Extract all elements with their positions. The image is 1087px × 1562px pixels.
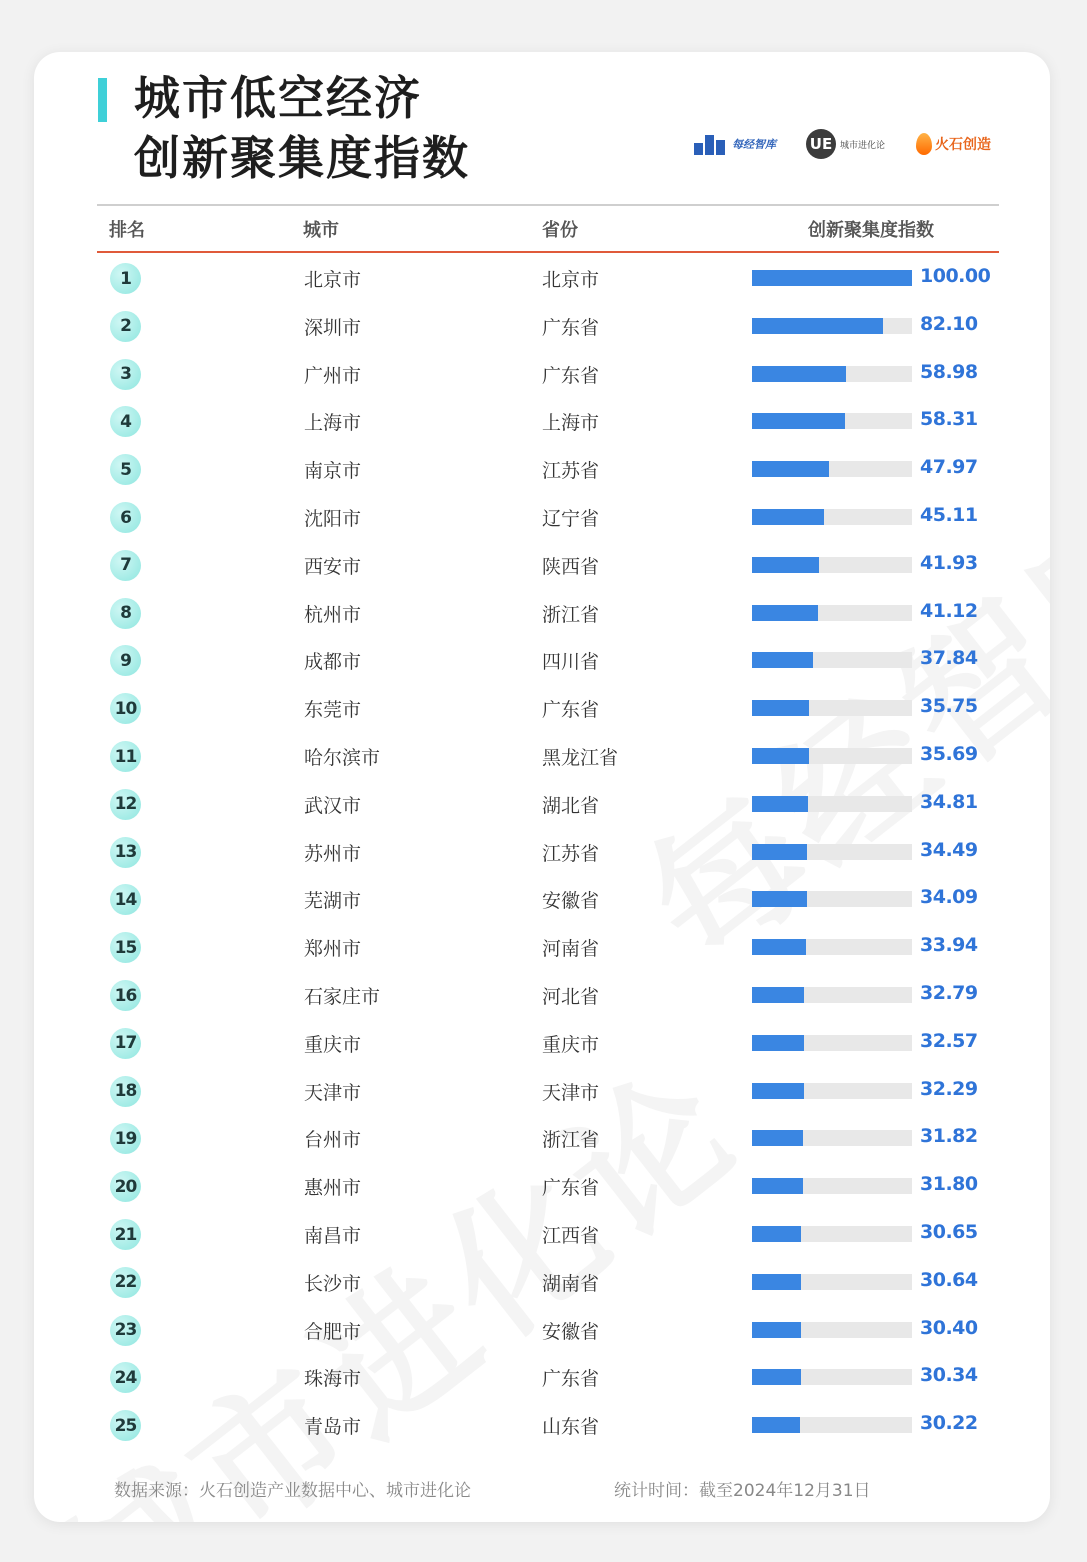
province-name: 山东省 <box>542 1416 600 1439</box>
infographic-card <box>34 52 1050 1522</box>
index-bar <box>752 557 819 573</box>
table-row <box>34 445 1050 493</box>
bar-track <box>752 1178 912 1194</box>
province-name: 广东省 <box>542 316 600 339</box>
bar-track <box>752 652 912 668</box>
city-name: 惠州市 <box>304 1177 362 1200</box>
bar-track <box>752 987 912 1003</box>
table-row <box>34 1258 1050 1306</box>
index-bar <box>752 1417 800 1433</box>
city-name: 成都市 <box>304 651 362 674</box>
table-row <box>34 828 1050 876</box>
rank-badge: 2 <box>110 311 141 342</box>
index-bar <box>752 1226 801 1242</box>
table-row <box>34 1306 1050 1354</box>
province-name: 浙江省 <box>542 603 600 626</box>
table-row <box>34 923 1050 971</box>
table-row <box>34 397 1050 445</box>
index-value-label: 34.49 <box>920 838 978 861</box>
rank-badge: 9 <box>110 645 141 676</box>
index-value-label: 34.09 <box>920 886 978 909</box>
city-name: 珠海市 <box>304 1368 362 1391</box>
province-name: 安徽省 <box>542 1320 600 1343</box>
city-name: 南昌市 <box>304 1225 362 1247</box>
index-value-label: 58.98 <box>920 360 978 383</box>
city-name: 东莞市 <box>304 699 362 722</box>
city-name: 合肥市 <box>304 1320 362 1343</box>
table-row <box>34 254 1050 302</box>
province-name: 黑龙江省 <box>542 747 619 769</box>
page-title-line1: 城市低空经济 <box>134 71 422 125</box>
city-name: 郑州市 <box>304 938 362 961</box>
table-row <box>34 589 1050 637</box>
city-name: 沈阳市 <box>304 508 362 530</box>
index-bar <box>752 1178 803 1194</box>
rank-badge: 10 <box>110 693 141 724</box>
index-value-label: 32.29 <box>920 1077 978 1100</box>
bar-track <box>752 270 912 286</box>
page-title-line2: 创新聚集度指数 <box>134 131 470 185</box>
bar-track <box>752 1226 912 1242</box>
index-value-label: 35.69 <box>920 743 978 765</box>
ue-logo-icon: UE <box>806 129 836 159</box>
index-bar <box>752 1083 804 1099</box>
city-name: 青岛市 <box>304 1416 362 1439</box>
city-name: 上海市 <box>304 412 362 435</box>
index-value-label: 30.40 <box>920 1316 978 1339</box>
index-bar <box>752 1322 801 1338</box>
province-name: 广东省 <box>542 1177 600 1200</box>
province-name: 上海市 <box>542 412 600 435</box>
rank-badge: 23 <box>110 1315 141 1346</box>
city-name: 武汉市 <box>304 794 362 817</box>
index-bar <box>752 939 806 955</box>
rank-badge: 25 <box>110 1410 141 1441</box>
province-name: 四川省 <box>542 651 600 674</box>
table-row <box>34 732 1050 780</box>
table-row <box>34 1067 1050 1115</box>
ue-logo <box>806 124 885 164</box>
bar-track <box>752 318 912 334</box>
index-bar <box>752 1035 804 1051</box>
header-top-rule <box>97 204 999 206</box>
index-bar <box>752 461 829 477</box>
column-header-province: 省份 <box>542 220 578 241</box>
bar-track <box>752 461 912 477</box>
bar-track <box>752 1322 912 1338</box>
table-row <box>34 302 1050 350</box>
index-bar <box>752 891 807 907</box>
bar-track <box>752 557 912 573</box>
index-value-label: 58.31 <box>920 408 978 431</box>
column-header-city: 城市 <box>303 220 339 241</box>
city-name: 南京市 <box>304 460 362 483</box>
table-row <box>34 1353 1050 1401</box>
bar-track <box>752 844 912 860</box>
province-name: 广东省 <box>542 1368 600 1391</box>
partner-logos <box>694 124 1004 164</box>
flame-icon <box>916 133 932 155</box>
header-bottom-rule <box>97 251 999 253</box>
province-name: 湖南省 <box>542 1272 600 1295</box>
table-row <box>34 1401 1050 1449</box>
index-value-label: 37.84 <box>920 647 978 670</box>
rank-badge: 22 <box>110 1267 141 1298</box>
table-row <box>34 350 1050 398</box>
rank-badge: 19 <box>110 1123 141 1154</box>
province-name: 江西省 <box>542 1225 600 1247</box>
rank-badge: 5 <box>110 454 141 485</box>
table-row <box>34 780 1050 828</box>
table-row <box>34 1162 1050 1210</box>
province-name: 江苏省 <box>542 842 600 865</box>
index-bar <box>752 366 846 382</box>
city-name: 北京市 <box>304 269 362 291</box>
bar-track <box>752 748 912 764</box>
table-row <box>34 684 1050 732</box>
city-name: 西安市 <box>304 555 362 578</box>
index-value-label: 30.22 <box>920 1412 978 1435</box>
index-bar <box>752 1274 801 1290</box>
column-header-index: 创新聚集度指数 <box>808 220 934 241</box>
rank-badge: 17 <box>110 1028 141 1059</box>
rank-badge: 18 <box>110 1076 141 1107</box>
city-name: 深圳市 <box>304 316 362 339</box>
rank-badge: 3 <box>110 359 141 390</box>
table-row <box>34 493 1050 541</box>
index-bar <box>752 413 845 429</box>
index-value-label: 45.11 <box>920 504 978 526</box>
index-bar <box>752 509 824 525</box>
nbd-logo-text: 每经智库 <box>732 138 776 151</box>
rank-badge: 13 <box>110 837 141 868</box>
city-name: 芜湖市 <box>304 890 362 913</box>
nbd-logo <box>694 124 776 164</box>
index-bar <box>752 318 883 334</box>
index-bar <box>752 700 809 716</box>
rank-badge: 7 <box>110 550 141 581</box>
nbd-logo-icon <box>694 133 728 155</box>
index-value-label: 47.97 <box>920 456 978 479</box>
province-name: 重庆市 <box>542 1033 600 1056</box>
city-name: 长沙市 <box>304 1272 362 1295</box>
province-name: 北京市 <box>542 269 600 291</box>
index-bar <box>752 652 813 668</box>
city-name: 重庆市 <box>304 1033 362 1056</box>
bar-track <box>752 509 912 525</box>
index-value-label: 32.57 <box>920 1029 978 1052</box>
bar-track <box>752 1369 912 1385</box>
index-value-label: 32.79 <box>920 982 978 1004</box>
province-name: 天津市 <box>542 1081 600 1104</box>
hs-logo <box>916 124 991 164</box>
bar-track <box>752 1274 912 1290</box>
province-name: 河北省 <box>542 986 600 1008</box>
city-name: 杭州市 <box>304 603 362 626</box>
index-value-label: 41.93 <box>920 551 978 574</box>
bar-track <box>752 605 912 621</box>
table-row <box>34 636 1050 684</box>
rank-badge: 24 <box>110 1362 141 1393</box>
index-value-label: 34.81 <box>920 790 978 813</box>
rank-badge: 14 <box>110 884 141 915</box>
rank-badge: 16 <box>110 980 141 1011</box>
province-name: 浙江省 <box>542 1129 600 1152</box>
index-bar <box>752 748 809 764</box>
index-bar <box>752 270 912 286</box>
title-accent-bar <box>98 78 107 122</box>
rank-badge: 20 <box>110 1171 141 1202</box>
index-value-label: 35.75 <box>920 695 978 718</box>
index-value-label: 41.12 <box>920 599 978 622</box>
table-row <box>34 875 1050 923</box>
hs-logo-text: 火石创造 <box>935 137 991 153</box>
table-row <box>34 541 1050 589</box>
city-name: 广州市 <box>304 364 362 387</box>
index-value-label: 82.10 <box>920 312 978 335</box>
province-name: 安徽省 <box>542 890 600 913</box>
province-name: 江苏省 <box>542 460 600 483</box>
province-name: 陕西省 <box>542 555 600 578</box>
province-name: 广东省 <box>542 699 600 722</box>
bar-track <box>752 1083 912 1099</box>
index-bar <box>752 844 807 860</box>
index-bar <box>752 1369 801 1385</box>
rank-badge: 21 <box>110 1219 141 1250</box>
city-name: 哈尔滨市 <box>304 747 381 769</box>
bar-track <box>752 1130 912 1146</box>
province-name: 广东省 <box>542 364 600 387</box>
rank-badge: 4 <box>110 406 141 437</box>
index-value-label: 31.82 <box>920 1125 978 1148</box>
index-value-label: 30.65 <box>920 1221 978 1243</box>
index-bar <box>752 605 818 621</box>
rank-badge: 1 <box>110 263 141 294</box>
rank-badge: 15 <box>110 932 141 963</box>
bar-track <box>752 1417 912 1433</box>
bar-track <box>752 1035 912 1051</box>
city-name: 台州市 <box>304 1129 362 1152</box>
data-source-note: 数据来源：火石创造产业数据中心、城市进化论 <box>114 1481 471 1501</box>
index-value-label: 100.00 <box>920 265 991 287</box>
province-name: 辽宁省 <box>542 508 600 530</box>
bar-track <box>752 413 912 429</box>
index-bar <box>752 796 808 812</box>
table-row <box>34 1210 1050 1258</box>
statistics-time-note: 统计时间：截至2024年12月31日 <box>614 1481 871 1501</box>
table-row <box>34 1114 1050 1162</box>
index-bar <box>752 987 804 1003</box>
rank-badge: 6 <box>110 502 141 533</box>
city-name: 苏州市 <box>304 842 362 865</box>
bar-track <box>752 796 912 812</box>
bar-track <box>752 939 912 955</box>
bar-track <box>752 891 912 907</box>
rank-badge: 12 <box>110 789 141 820</box>
bar-track <box>752 700 912 716</box>
rank-badge: 11 <box>110 741 141 772</box>
province-name: 湖北省 <box>542 794 600 817</box>
index-value-label: 30.64 <box>920 1268 978 1291</box>
rank-badge: 8 <box>110 598 141 629</box>
index-value-label: 30.34 <box>920 1364 978 1387</box>
city-name: 石家庄市 <box>304 986 381 1008</box>
city-name: 天津市 <box>304 1081 362 1104</box>
ue-logo-text: 城市进化论 <box>840 140 886 151</box>
bar-track <box>752 366 912 382</box>
province-name: 河南省 <box>542 938 600 961</box>
index-value-label: 33.94 <box>920 934 978 957</box>
index-value-label: 31.80 <box>920 1173 978 1196</box>
index-bar <box>752 1130 803 1146</box>
table-row <box>34 1019 1050 1067</box>
table-row <box>34 971 1050 1019</box>
column-header-rank: 排名 <box>109 220 145 241</box>
